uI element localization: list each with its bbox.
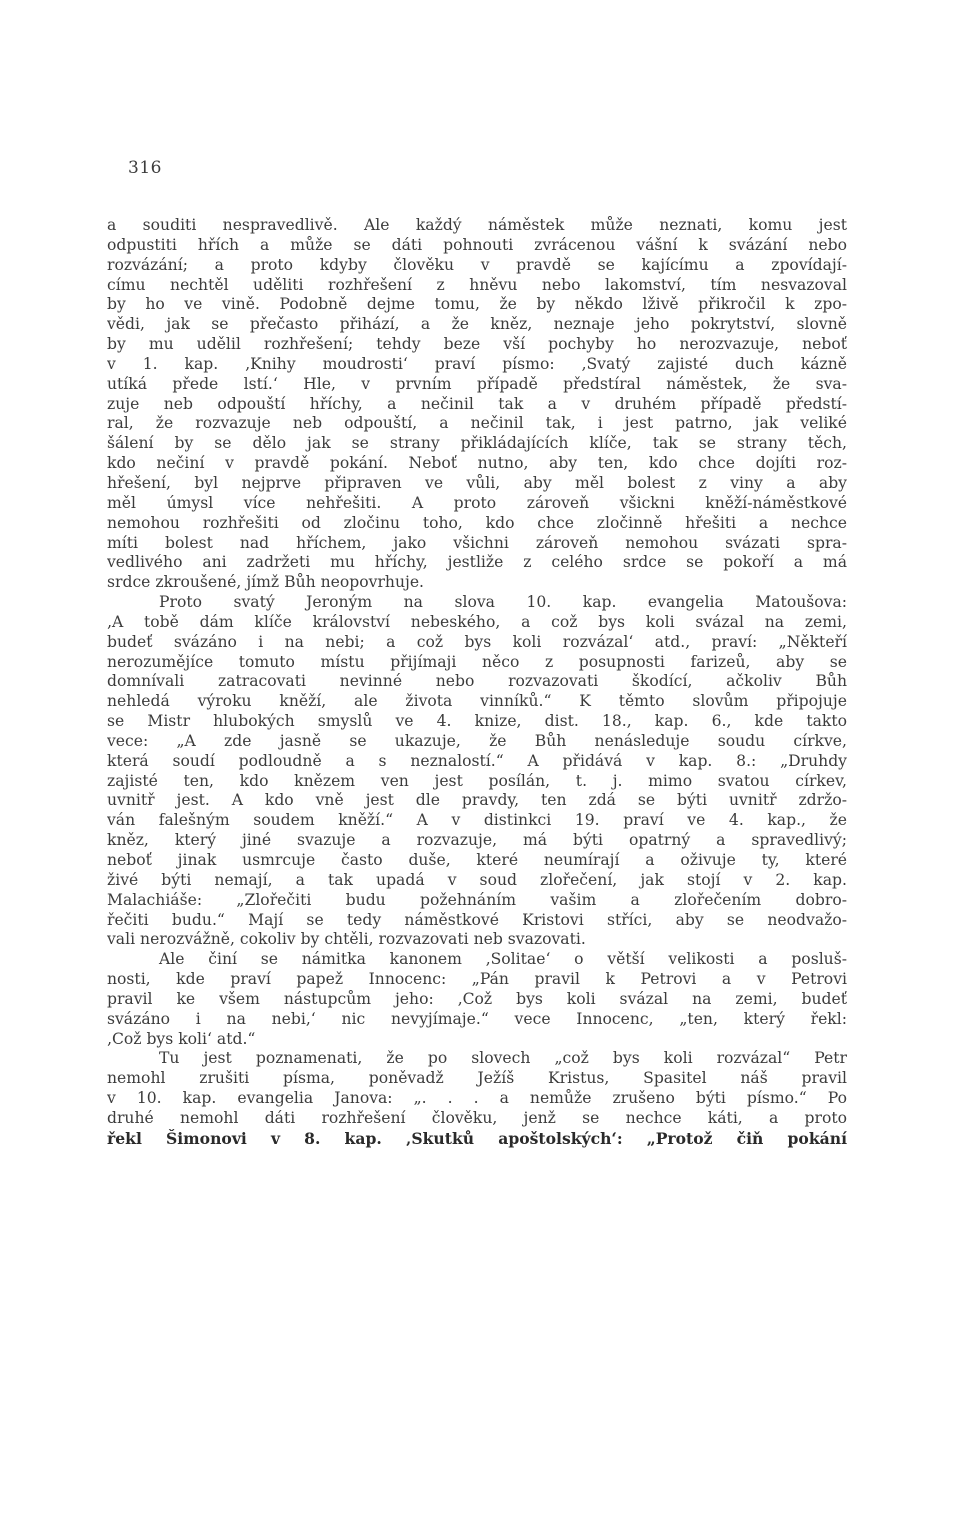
text-line: kněz, který jiné svazuje a rozvazuje, má býti opatrný a spravedlivý;: [107, 831, 847, 850]
text-line: zuje neb odpouští hříchy, a nečinil tak a v druhém případě předstí-: [107, 394, 847, 413]
text-line: hřešení, byl nejprve připraven ve vůli, aby měl bolest z viny a aby: [107, 473, 847, 492]
text-line: svázáno i na nebi,‘ nic nevyjímaje.“ vece Innocenc, „ten, který řekl:: [107, 1009, 847, 1028]
text-line: domnívali zatracovati nevinné nebo rozvazovati škodící, ačkoliv Bůh: [107, 672, 847, 691]
text-line: měl úmysl více nehřešiti. A proto zároveň všickni kněží-náměstkové: [107, 493, 847, 512]
text-line: uvnitř jest. A kdo vně jest dle pravdy, ten zdá se býti uvnitř zdržo-: [107, 791, 847, 810]
text-line: nemohl zrušiti písma, poněvadž Ježíš Kristus, Spasitel náš pravil: [107, 1069, 847, 1088]
text-line: kdo nečiní v pravdě pokání. Neboť nutno, aby ten, kdo chce dojíti roz-: [107, 454, 847, 473]
text-line: srdce zkroušené, jímž Bůh neopovrhuje.: [107, 573, 425, 592]
text-line: címu nechtěl uděliti rozhřešení z hněvu nebo lakomství, tím nesvazoval: [107, 275, 847, 294]
text-line: živé býti nemají, a tak upadá v soud zlořečení, jak stojí v 2. kap.: [107, 870, 847, 889]
text-line: řečiti budu.“ Mají se tedy náměstkové Kristovi stříci, aby se neodvažo-: [107, 910, 847, 929]
text-line: která soudí podloudně a s neznalostí.“ A přidává v kap. 8.: „Druhdy: [107, 751, 847, 770]
text-line: Malachiáše: „Zlořečiti budu požehnáním vašim a zlořečením dobro-: [107, 890, 847, 909]
text-line: nerozumějíce tomuto místu přijímaji něco z posupnosti farizeů, aby se: [107, 652, 847, 671]
text-line: vece: „A zde jasně se ukazuje, že Bůh nenásleduje soudu církve,: [107, 731, 847, 750]
text-line: by ho ve vině. Podobně dejme tomu, že by někdo lživě přikročil k zpo-: [107, 295, 847, 314]
text-line: a souditi nespravedlivě. Ale každý náměstek může neznati, komu jest: [107, 216, 847, 234]
text-line: odpustiti hřích a může se dáti pohnouti zvrácenou vášní k svázání nebo: [107, 235, 847, 254]
text-line: ván falešným soudem kněží.“ A v distinkci 19. praví ve 4. kap., že: [107, 811, 847, 830]
text-line: utíká přede lstí.‘ Hle, v prvním případě předstíral náměstek, že sva-: [107, 374, 847, 393]
text-line: vali nerozvážně, cokoliv by chtěli, rozvazovati neb svazovati.: [107, 930, 586, 949]
text-line: zajisté ten, kdo knězem ven jest posílán, t. j. mimo svatou církev,: [107, 771, 847, 790]
text-line: ‚Což bys koli‘ atd.“: [107, 1029, 256, 1048]
text-line: v 1. kap. ‚Knihy moudrosti‘ praví písmo: ‚Svatý zajisté duch kázně: [107, 354, 847, 373]
text-line: rozvázání; a proto kdyby člověku v pravdě se kajícímu a zpovídají-: [107, 255, 847, 274]
text-line: ral, že rozvazuje neb odpouští, a nečinil tak, i jest patrno, jak veliké: [107, 414, 847, 433]
text-line: v 10. kap. evangelia Janova: „. . . a nemůže zrušeno býti písmo.“ Po: [107, 1089, 847, 1108]
text-line: budeť svázáno i na nebi; a což bys koli rozvázal‘ atd., praví: „Někteří: [107, 632, 847, 651]
text-line: neboť jinak usmrcuje často duše, které neumírají a oživuje ty, které: [107, 851, 847, 869]
text-line: by mu udělil rozhřešení; tehdy beze vší pochyby ho nerozvazuje, neboť: [107, 335, 847, 354]
text-line: druhé nemohl dáti rozhřešení člověku, jenž se nechce káti, a proto: [107, 1108, 847, 1127]
text-line: Ale činí se námitka kanonem ‚Solitae‘ o větší velikosti a posluš-: [159, 950, 847, 969]
text-line: nosti, kde praví papež Innocenc: „Pán pravil k Petrovi a v Petrovi: [107, 970, 847, 989]
text-line: nehledá výroku kněží, ale života vinníků.“ K těmto slovům připojuje: [107, 692, 847, 711]
page-number: 316: [128, 158, 162, 178]
body-text: [107, 216, 847, 1149]
text-line: vedlivého ani zadržeti mu hříchy, jestliže z celého srdce se pokoří a má: [107, 553, 847, 572]
text-line: Tu jest poznamenati, že po slovech „což bys koli rozvázal“ Petr: [159, 1049, 847, 1068]
text-line: se Mistr hlubokých smyslů ve 4. knize, dist. 18., kap. 6., kde takto: [107, 712, 847, 731]
text-line: nemohou rozhřešiti od zločinu toho, kdo chce zločinně hřešiti a nechce: [107, 513, 847, 532]
text-line: míti bolest nad hříchem, jako všichni zároveň nemohou svázati spra-: [107, 533, 847, 552]
text-line: šálení by se dělo jak se strany přikládajících klíče, tak se strany těch,: [107, 434, 847, 453]
text-line: Proto svatý Jeroným na slova 10. kap. evangelia Matoušova:: [159, 593, 847, 612]
text-line: ‚A tobě dám klíče království nebeského, a což bys koli svázal na zemi,: [107, 612, 847, 631]
text-line: vědi, jak se přečasto přihází, a že kněz, neznaje jeho pokrytství, slovně: [107, 315, 847, 334]
text-line: pravil ke všem nástupcům jeho: ‚Což bys koli svázal na zemi, budeť: [107, 989, 847, 1008]
text-line: řekl Šimonovi v 8. kap. ‚Skutků apoštolských‘: „Protož čiň pokání: [107, 1128, 847, 1148]
